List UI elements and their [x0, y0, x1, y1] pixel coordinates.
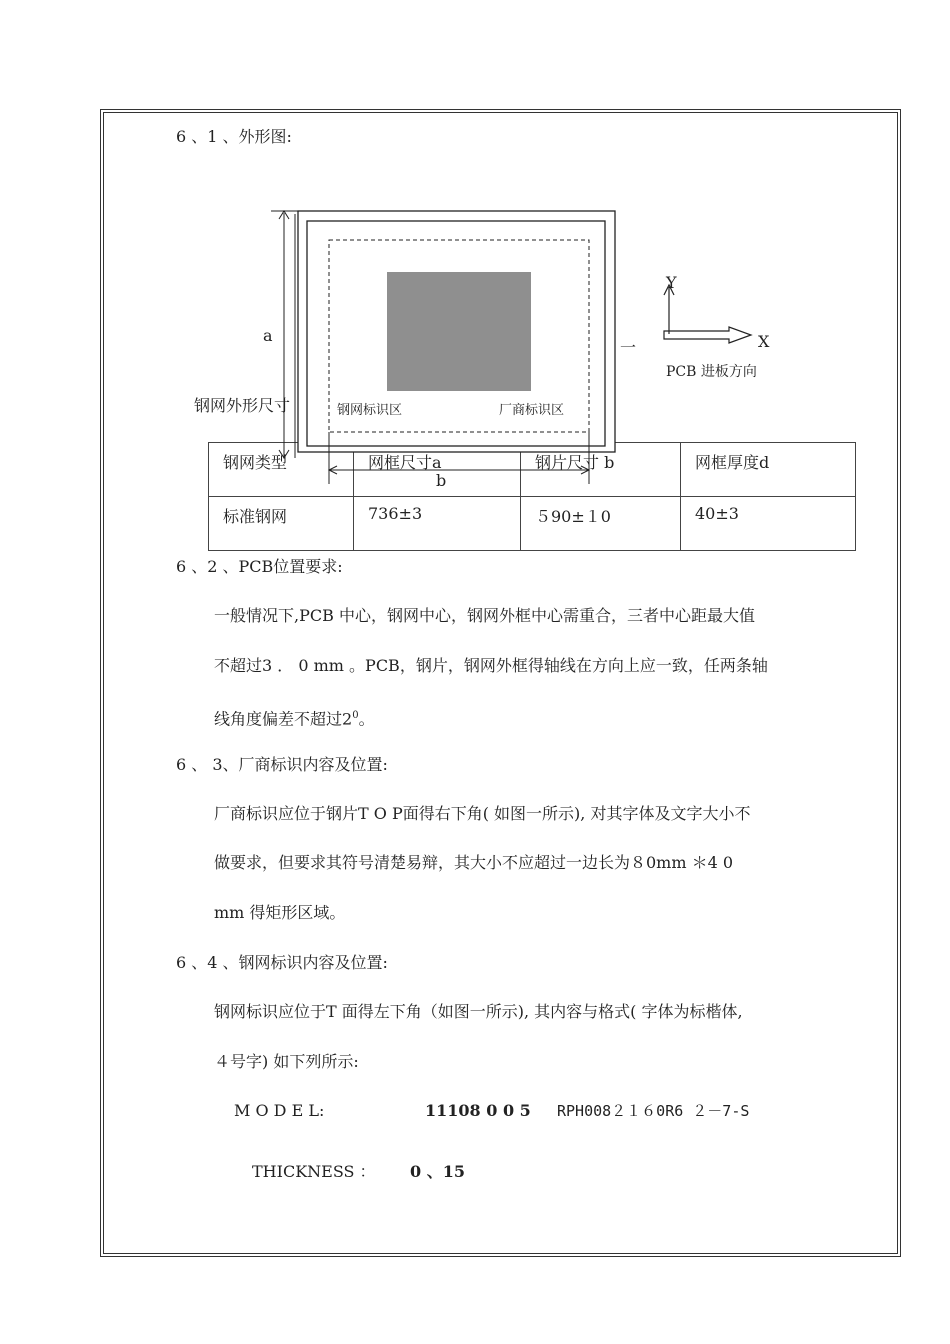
section-6-2-line-1: 一般情况下,PCB 中心，钢网中心，钢网外框中心需重合，三者中心距最大值 [214, 606, 755, 625]
x-axis-label: X [758, 332, 770, 351]
model-label: M O D E L: [234, 1101, 325, 1120]
degree-superscript: 0 [352, 710, 359, 721]
section-6-3-line-1: 厂商标识应位于钢片T O P面得右下角( 如图一所示), 对其字体及文字大小不 [214, 804, 751, 823]
y-axis-label: Y [666, 273, 677, 292]
section-6-4-heading: 6 、4 、钢网标识内容及位置: [176, 953, 388, 972]
pcb-direction-label: PCB 进板方向 [666, 364, 757, 380]
table-header-cell: 网框厚度d [681, 443, 856, 497]
section-6-2-line-3 [214, 706, 375, 729]
model-value-part1: 11108 0 0 5 [425, 1101, 531, 1120]
section-6-2-line-2: 不超过3 ． 0 mm 。PCB，钢片，钢网外框得轴线在方向上应一致，任两条轴 [214, 656, 768, 675]
section-6-2-line-3-end: 。 [358, 709, 375, 729]
table-cell: 736±3 [354, 497, 521, 551]
table-cell: 40±3 [681, 497, 856, 551]
table-cell: ５90±１0 [521, 497, 681, 551]
table-cell: 标准钢网 [209, 497, 354, 551]
figure-dash: 一 [620, 338, 637, 357]
table-header-cell: 钢网类型 [209, 443, 354, 497]
section-6-2-heading: 6 、2 、PCB位置要求: [176, 557, 343, 576]
section-6-3-heading: 6 、 3、厂商标识内容及位置: [176, 755, 388, 774]
dim-b-label: b [436, 471, 447, 490]
table-header-cell: 钢片尺寸 b [521, 443, 681, 497]
section-6-4-line-2: ４号字) 如下列所示: [214, 1052, 359, 1071]
section-6-3-line-2: 做要求，但要求其符号清楚易辩，其大小不应超过一边长为８0mm ＊4 0 [214, 853, 734, 872]
thickness-value: 0 、15 [410, 1162, 465, 1181]
pcb-block [387, 272, 531, 391]
vendor-mark-zone-label: 厂商标识区 [499, 403, 565, 418]
table-header-cell: 网框尺寸a [354, 443, 521, 497]
stencil-outline-size-caption: 钢网外形尺寸 [194, 396, 291, 415]
x-axis-arrow [664, 327, 751, 343]
section-6-4-line-1: 钢网标识应位于T 面得左下角（如图一所示), 其内容与格式( 字体为标楷体, [214, 1002, 743, 1021]
model-value-part2: RPH008２１６0R6 ２－7-S [557, 1102, 750, 1120]
section-6-3-line-3: mm 得矩形区域。 [214, 903, 346, 922]
section-6-2-line-3-text: 线角度偏差不超过2 [214, 709, 353, 729]
thickness-label: THICKNESS ： [252, 1162, 376, 1181]
section-6-1-heading: 6 、1 、外形图: [176, 127, 292, 146]
dim-a-label: a [263, 326, 273, 345]
stencil-mark-zone-label: 钢网标识区 [337, 403, 403, 418]
